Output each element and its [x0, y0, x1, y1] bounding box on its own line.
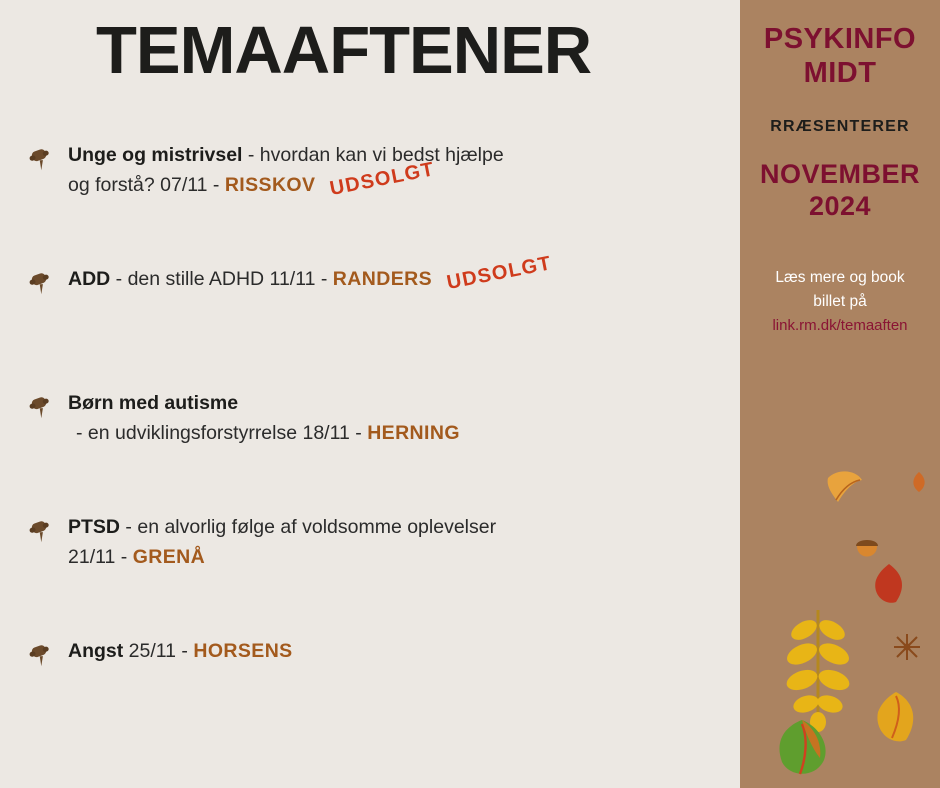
- event-line-1: [68, 388, 730, 418]
- brand-line-2: MIDT: [803, 57, 877, 89]
- booking-line-2: billet på: [813, 293, 867, 310]
- event-date: og forstå? 07/11 -: [68, 174, 225, 196]
- year-label: 2024: [808, 191, 872, 221]
- brand-line-1: PSYKINFO: [763, 23, 917, 55]
- leaf-icon: [822, 462, 868, 513]
- pushpin-icon: [26, 268, 54, 296]
- event-title: Børn med autisme: [68, 392, 239, 414]
- star-anise-icon: [892, 632, 922, 667]
- event-title: Unge og mistrivsel: [68, 144, 243, 166]
- pushpin-icon: [26, 144, 54, 172]
- leaf-icon: [772, 718, 832, 785]
- brand-name: [740, 22, 940, 90]
- event-city: RANDERS: [332, 268, 433, 290]
- status-badge: UDSOLGT: [328, 158, 437, 201]
- event-city: GRENÅ: [132, 546, 206, 568]
- booking-line-1: Læs mere og book: [775, 269, 905, 286]
- booking-link[interactable]: link.rm.dk/temaaften: [772, 317, 908, 334]
- pushpin-icon: [26, 392, 54, 420]
- pushpin-icon: [26, 640, 54, 668]
- event-city: HERNING: [367, 422, 460, 444]
- event-line-1: [68, 252, 730, 295]
- leaf-icon: [868, 688, 924, 753]
- event-line-1: [68, 512, 730, 542]
- event-line-2: [68, 158, 730, 201]
- list-item[interactable]: [0, 388, 740, 512]
- month-label: NOVEMBER: [759, 159, 920, 189]
- status-badge: UDSOLGT: [445, 252, 554, 295]
- leaf-icon: [868, 562, 910, 611]
- event-line-2: [68, 418, 730, 448]
- event-date: 21/11 -: [68, 546, 133, 568]
- event-line-2: [68, 542, 730, 572]
- event-city: RISSKOV: [224, 174, 316, 196]
- event-detail: - en alvorlig følge af voldsomme oplevelser: [120, 516, 497, 538]
- event-city: HORSENS: [193, 640, 293, 662]
- event-detail: - den stille ADHD 11/11 -: [110, 268, 333, 290]
- presents-label: RRÆSENTERER: [770, 118, 910, 135]
- poster-sidebar: [740, 0, 940, 788]
- list-item[interactable]: [0, 636, 740, 760]
- page-title: TEMAAFTENER: [96, 13, 592, 88]
- event-title: Angst: [68, 640, 124, 662]
- event-list: [0, 140, 740, 760]
- list-item[interactable]: [0, 140, 740, 264]
- pushpin-icon: [26, 516, 54, 544]
- event-line-1: [68, 636, 730, 666]
- event-title: PTSD: [68, 516, 121, 538]
- event-detail: 25/11 -: [123, 640, 194, 662]
- event-detail: - en udviklingsforstyrrelse 18/11 -: [76, 422, 368, 444]
- leaf-icon: [908, 470, 930, 499]
- booking-info: [740, 266, 940, 338]
- list-item[interactable]: [0, 252, 740, 388]
- event-title: ADD: [68, 268, 111, 290]
- list-item[interactable]: [0, 512, 740, 636]
- event-detail: - hvordan kan vi bedst hjælpe: [242, 144, 504, 166]
